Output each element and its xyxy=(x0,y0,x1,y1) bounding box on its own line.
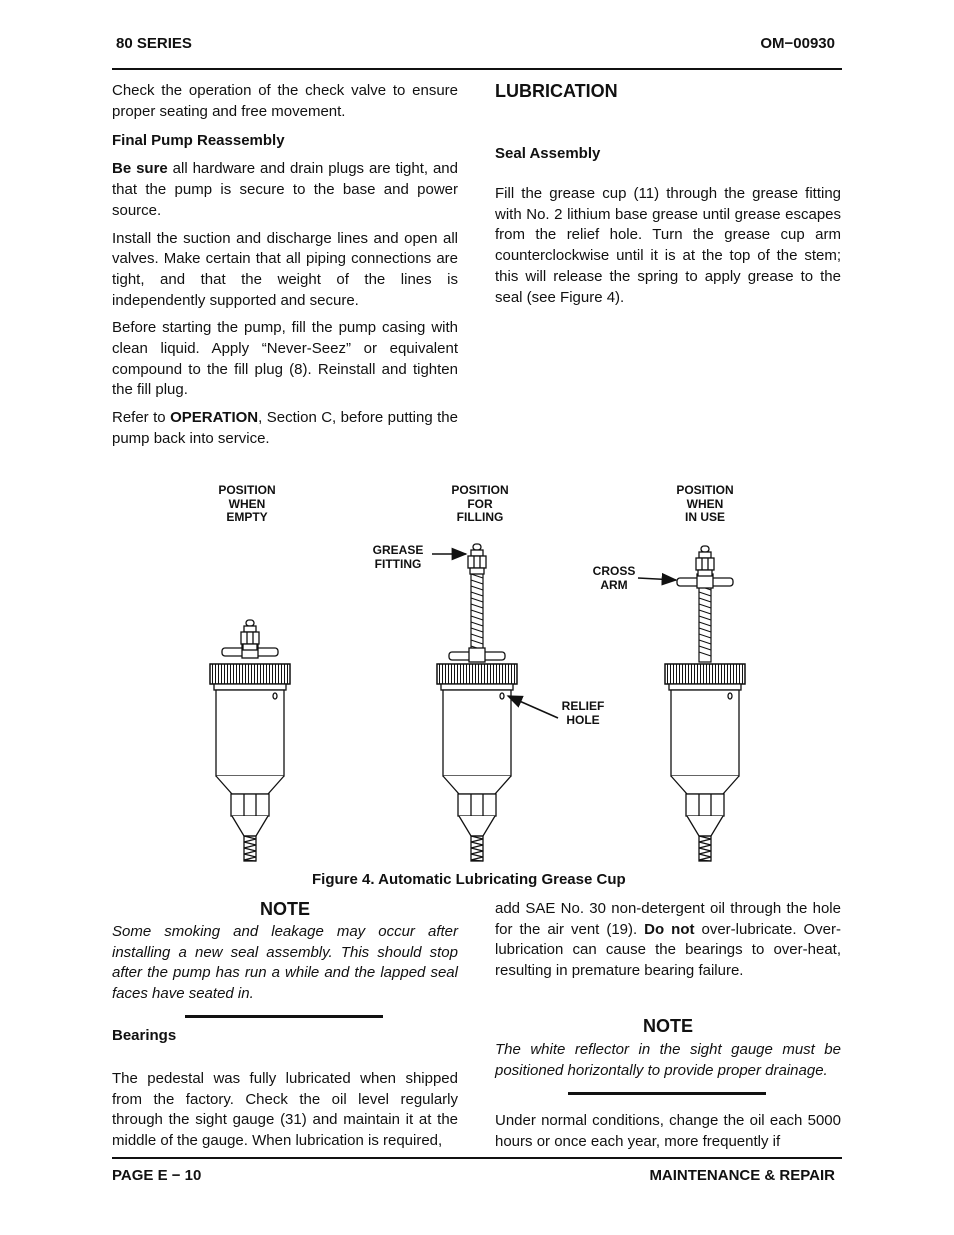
label-position-in-use: POSITION WHEN IN USE xyxy=(676,483,734,524)
be-sure-bold: Be sure xyxy=(112,160,168,178)
label-grease-fitting: GREASE FITTING xyxy=(372,543,424,571)
paragraph-install-lines: Install the suction and discharge lines and open all valves. Make certain that all piping connections are tight, and that the weight of the lines is independently supported and secure. xyxy=(112,229,458,309)
heading-bearings: Bearings xyxy=(112,1027,177,1044)
oil-vent-text-pre: add SAE No. 30 non-detergent oil through the hole for the air vent (19). xyxy=(495,900,841,938)
footer-rule xyxy=(112,1157,842,1159)
heading-seal-assembly: Seal Assembly xyxy=(495,145,601,162)
paragraph-check-valve: Check the operation of the check valve to ensure proper seating and free movement. xyxy=(112,82,458,120)
label-relief-hole: RELIEF HOLE xyxy=(561,699,605,727)
note-rule-left xyxy=(185,1015,383,1018)
label-cross-arm: CROSS ARM xyxy=(592,564,636,592)
paragraph-oil-change: Under normal conditions, change the oil each 5000 hours or once each year, more frequently if xyxy=(495,1112,841,1150)
note-title-right: NOTE xyxy=(642,1016,693,1036)
footer-page-number: PAGE E − 10 xyxy=(112,1167,202,1184)
paragraph-seal-assembly: Fill the grease cup (11) through the grease fitting with No. 2 lithium base grease until grease escapes from the relief hole. Turn the grease cup arm counterclockwise until it is at the top of the stem; this will release the spring to apply grease to the seal (see Figure 4). xyxy=(495,185,841,306)
figure-caption: Figure 4. Automatic Lubricating Grease Cup xyxy=(312,871,626,888)
operation-bold: OPERATION xyxy=(170,409,259,427)
arrow-relief-hole xyxy=(508,696,558,718)
footer-section-title: MAINTENANCE & REPAIR xyxy=(649,1167,835,1184)
refer-text-pre: Refer to xyxy=(112,409,171,427)
header-doc-number: OM−00930 xyxy=(760,35,835,52)
cup-for-filling xyxy=(437,544,517,861)
heading-final-reassembly: Final Pump Reassembly xyxy=(112,132,285,150)
note-text-left: Some smoking and leakage may occur after installing a new seal assembly. This should stop after the pump has run a while and the lapped seal faces have seated in. xyxy=(112,923,458,1003)
do-not-bold: Do not xyxy=(644,920,695,938)
header-series: 80 SERIES xyxy=(116,35,192,52)
paragraph-oil-vent xyxy=(495,899,841,982)
cup-when-empty xyxy=(210,620,290,861)
label-position-filling: POSITION FOR FILLING xyxy=(451,483,509,524)
note-text-right: The white reflector in the sight gauge must be positioned horizontally to provide proper drainage. xyxy=(495,1041,841,1079)
oil-vent-text-post: over-lubricate. Over-lubrication can cause the bearings to over-heat, resulting in premature bearing failure. xyxy=(495,920,842,980)
heading-lubrication: LUBRICATION xyxy=(495,81,618,101)
cup-in-use xyxy=(665,546,745,861)
note-title-left: NOTE xyxy=(259,899,310,919)
be-sure-text: all hardware and drain plugs are tight, and that the pump is secure to the base and power source. xyxy=(112,160,458,219)
paragraph-bearings: The pedestal was fully lubricated when shipped from the factory. Check the oil level regularly through the sight gauge (31) and maintain it at the middle of the gauge. When lubrication is required, xyxy=(112,1070,458,1150)
refer-text-post: , Section C, before putting the pump back into service. xyxy=(112,409,458,447)
arrow-cross-arm xyxy=(638,578,676,580)
note-rule-right xyxy=(568,1092,766,1095)
label-position-empty: POSITION WHEN EMPTY xyxy=(218,483,276,524)
paragraph-fill-casing: Before starting the pump, fill the pump casing with clean liquid. Apply “Never-Seez” or equivalent compound to the fill plug (8). Reinstall and tighten the fill plug. xyxy=(112,319,458,399)
